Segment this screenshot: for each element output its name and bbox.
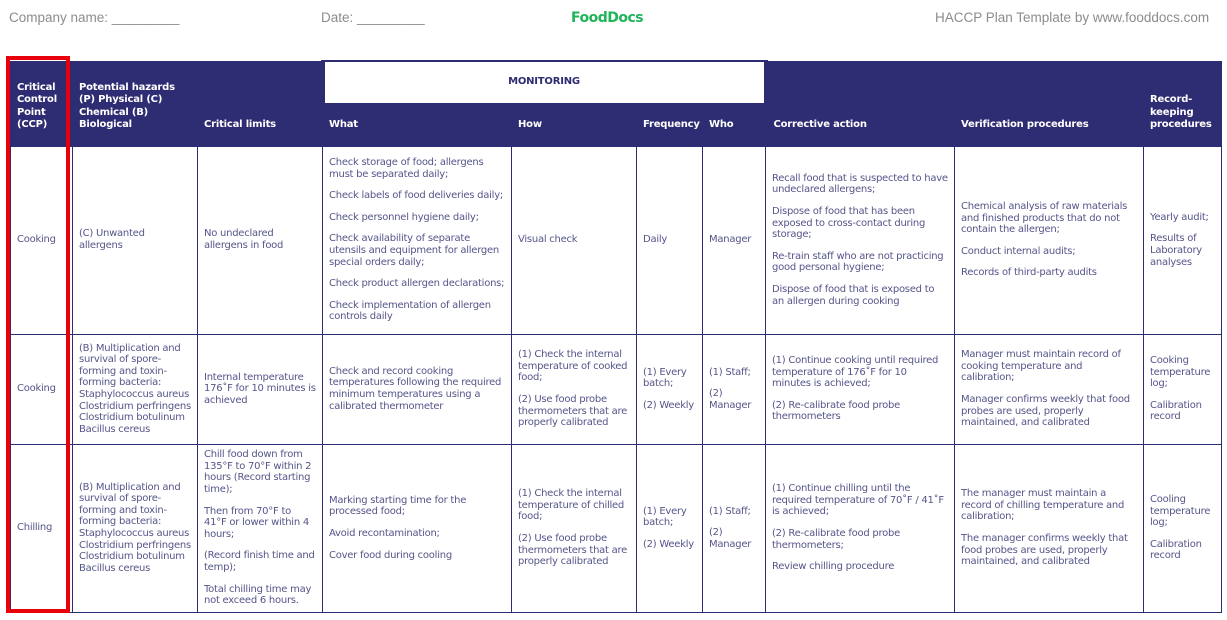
cell-verification: The manager must maintain a record of chilling temperature and calibration; The manager confirms weekly that food probes are used, properly maintained, and calibrated bbox=[955, 444, 1144, 612]
cell-verification: Manager must maintain record of cooking temperature and calibration; Manager confirms weekly that food probes are used, properly maintained, and calibrated bbox=[955, 334, 1144, 444]
cell-what: Marking starting time for the processed food; Avoid recontamination; Cover food during cooling bbox=[323, 444, 512, 612]
header-how: How bbox=[512, 103, 637, 146]
header-verification-procedures: Verification procedures bbox=[955, 61, 1144, 146]
table-row bbox=[11, 146, 1222, 334]
cell-frequency: Daily bbox=[637, 146, 703, 334]
cell-who: (1) Staff; (2) Manager bbox=[703, 334, 766, 444]
cell-critical-limits: Chill food down from 135°F to 70°F within 2 hours (Record starting time); Then from 70°F to 41°F or lower within 4 hours; (Record finish time and temp); Total chilling time may not exceed 6 hours. bbox=[198, 444, 323, 612]
haccp-plan-table bbox=[10, 60, 1222, 613]
header-potential-hazards: Potential hazards (P) Physical (C) Chemical (B) Biological bbox=[73, 61, 198, 146]
header-corrective-action: Corrective action bbox=[766, 61, 955, 146]
header-what: What bbox=[323, 103, 512, 146]
cell-how: (1) Check the internal temperature of chilled food; (2) Use food probe thermometers that are properly calibrated bbox=[512, 444, 637, 612]
cell-who: Manager bbox=[703, 146, 766, 334]
cell-what: Check and record cooking temperatures following the required minimum temperatures using a calibrated thermometer bbox=[323, 334, 512, 444]
company-name-field[interactable]: Company name: _________ bbox=[9, 10, 180, 25]
header-who: Who bbox=[703, 103, 766, 146]
cell-frequency: (1) Every batch; (2) Weekly bbox=[637, 444, 703, 612]
date-field[interactable]: Date: _________ bbox=[321, 10, 425, 25]
header-ccp: Critical Control Point (CCP) bbox=[11, 61, 73, 146]
cell-hazard: (B) Multiplication and survival of spore- forming and toxin- forming bacteria: Staphylococcus aureus Clostridium perfringens Clostridium botulinum Bacillus cereus bbox=[73, 444, 198, 612]
cell-frequency: (1) Every batch; (2) Weekly bbox=[637, 334, 703, 444]
cell-ccp: Cooking bbox=[11, 334, 73, 444]
cell-how: Visual check bbox=[512, 146, 637, 334]
cell-hazard: (C) Unwanted allergens bbox=[73, 146, 198, 334]
table-row bbox=[11, 334, 1222, 444]
cell-corrective-action: (1) Continue cooking until required temperature of 176˚F for 10 minutes is achieved; (2) Re-calibrate food probe thermometers bbox=[766, 334, 955, 444]
cell-critical-limits: No undeclared allergens in food bbox=[198, 146, 323, 334]
cell-ccp: Chilling bbox=[11, 444, 73, 612]
cell-corrective-action: (1) Continue chilling until the required temperature of 70˚F / 41˚F is achieved; (2) Re-calibrate food probe thermometers; Review chilling procedure bbox=[766, 444, 955, 612]
cell-record-keeping: Cooling temperature log; Calibration record bbox=[1144, 444, 1222, 612]
cell-ccp: Cooking bbox=[11, 146, 73, 334]
cell-verification: Chemical analysis of raw materials and finished products that do not contain the allergen; Conduct internal audits; Records of third-party audits bbox=[955, 146, 1144, 334]
cell-what: Check storage of food; allergens must be separated daily; Check labels of food deliveries daily; Check personnel hygiene daily; Check availability of separate utensils and equipment for allergen special orders daily; Check product allergen declarations; Check implementation of allergen controls daily bbox=[323, 146, 512, 334]
header-record-keeping: Record- keeping procedures bbox=[1144, 61, 1222, 146]
template-credit: HACCP Plan Template by www.fooddocs.com bbox=[935, 10, 1210, 25]
cell-how: (1) Check the internal temperature of cooked food; (2) Use food probe thermometers that are properly calibrated bbox=[512, 334, 637, 444]
cell-corrective-action: Recall food that is suspected to have undeclared allergens; Dispose of food that has been exposed to cross-contact during storage; Re-train staff who are not practicing good personal hygiene; Dispose of food that is exposed to an allergen during cooking bbox=[766, 146, 955, 334]
cell-record-keeping: Yearly audit; Results of Laboratory analyses bbox=[1144, 146, 1222, 334]
cell-record-keeping: Cooking temperature log; Calibration record bbox=[1144, 334, 1222, 444]
cell-who: (1) Staff; (2) Manager bbox=[703, 444, 766, 612]
table-row bbox=[11, 444, 1222, 612]
header-critical-limits: Critical limits bbox=[198, 61, 323, 146]
page-header bbox=[0, 0, 1227, 40]
header-frequency: Frequency bbox=[637, 103, 703, 146]
header-monitoring-group: MONITORING bbox=[323, 61, 766, 103]
fooddocs-logo: FoodDocs bbox=[571, 10, 644, 26]
cell-hazard: (B) Multiplication and survival of spore- forming and toxin- forming bacteria: Staphylococcus aureus Clostridium perfringens Clostridium botulinum Bacillus cereus bbox=[73, 334, 198, 444]
cell-critical-limits: Internal temperature 176˚F for 10 minutes is achieved bbox=[198, 334, 323, 444]
